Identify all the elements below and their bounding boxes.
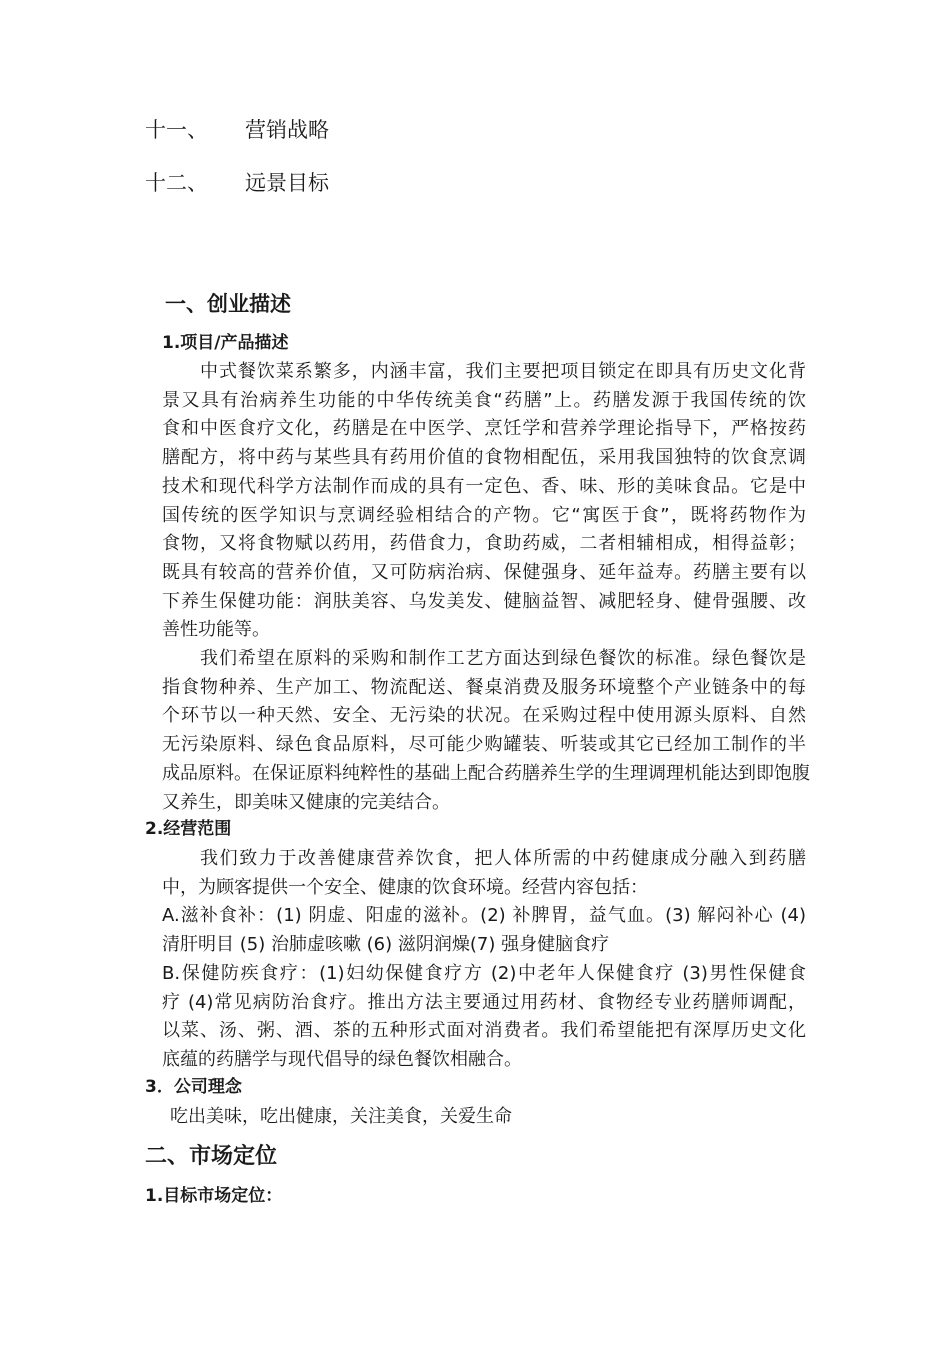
text-line: 我们致力于改善健康营养饮食，把人体所需的中药健康成分融入到药膳 <box>200 848 806 869</box>
text-line: 无污染原料、绿色食品原料，尽可能少购罐装、听装或其它已经加工制作的半 <box>162 734 806 756</box>
text-line: B.保健防疾食疗：(1)妇幼保健食疗方 (2)中老年人保健食疗 (3)男性保健食 <box>162 962 806 984</box>
section-heading: 一、创业描述 <box>165 292 291 316</box>
text-line: 食和中医食疗文化，药膳是在中医学、烹饪学和营养学理论指导下，严格按药 <box>162 418 806 440</box>
text-line: 中，为顾客提供一个安全、健康的饮食环境。经营内容包括： <box>162 876 648 898</box>
subsection-heading: 3．公司理念 <box>145 1077 242 1097</box>
text-line: 善性功能等。 <box>162 619 270 641</box>
toc-title: 营销战略 <box>245 118 329 142</box>
text-line: 以菜、汤、粥、酒、茶的五种形式面对消费者。我们希望能把有深厚历史文化 <box>162 1020 806 1042</box>
text-line: 食物，又将食物赋以药用，药借食力，食助药威，二者相辅相成，相得益彰； <box>162 533 806 555</box>
text-line: 清肝明目 (5) 治肺虚咳嗽 (6) 滋阴润燥(7) 强身健脑食疗 <box>162 934 610 956</box>
subsection-heading: 1.目标市场定位： <box>145 1186 283 1206</box>
text-line: 成品原料。在保证原料纯粹性的基础上配合药膳养生学的生理调理机能达到即饱腹 <box>162 762 810 784</box>
text-line: 底蕴的药膳学与现代倡导的绿色餐饮相融合。 <box>162 1048 522 1070</box>
text-line: 中式餐饮菜系繁多，内涵丰富，我们主要把项目锁定在即具有历史文化背 <box>200 361 806 382</box>
text-line: 景又具有治病养生功能的中华传统美食“药膳”上。药膳发源于我国传统的饮 <box>162 389 806 411</box>
toc-number: 十一、 <box>145 118 208 142</box>
subsection-heading: 1.项目/产品描述 <box>162 333 289 353</box>
subsection-heading: 2.经营范围 <box>145 819 232 839</box>
text-line: A.滋补食补：(1) 阴虚、阳虚的滋补。(2) 补脾胃，益气血。(3) 解闷补心 (4) <box>162 905 806 927</box>
text-line: 疗 (4)常见病防治食疗。推出方法主要通过用药材、食物经专业药膳师调配， <box>162 991 806 1013</box>
toc-number: 十二、 <box>145 171 208 195</box>
text-line: 个环节以一种天然、安全、无污染的状况。在采购过程中使用源头原料、自然 <box>162 705 806 727</box>
text-line: 下养生保健功能：润肤美容、乌发美发、健脑益智、减肥轻身、健骨强腰、改 <box>162 590 806 612</box>
section-heading: 二、市场定位 <box>145 1144 278 1169</box>
text-line: 膳配方，将中药与某些具有药用价值的食物相配伍，采用我国独特的饮食烹调 <box>162 447 806 469</box>
text-line: 既具有较高的营养价值，又可防病治病、保健强身、延年益寿。药膳主要有以 <box>162 561 806 583</box>
toc-title: 远景目标 <box>245 171 329 195</box>
text-line: 又养生，即美味又健康的完美结合。 <box>162 791 450 813</box>
text-line: 国传统的医学知识与烹调经验相结合的产物。它“寓医于食”，既将药物作为 <box>162 504 806 526</box>
text-line: 技术和现代科学方法制作而成的具有一定色、香、味、形的美味食品。它是中 <box>162 475 806 497</box>
text-line: 我们希望在原料的采购和制作工艺方面达到绿色餐饮的标准。绿色餐饮是 <box>200 648 806 669</box>
text-line: 指食物种养、生产加工、物流配送、餐桌消费及服务环境整个产业链条中的每 <box>162 676 806 698</box>
company-motto: 吃出美味，吃出健康，关注美食，关爱生命 <box>170 1106 512 1127</box>
